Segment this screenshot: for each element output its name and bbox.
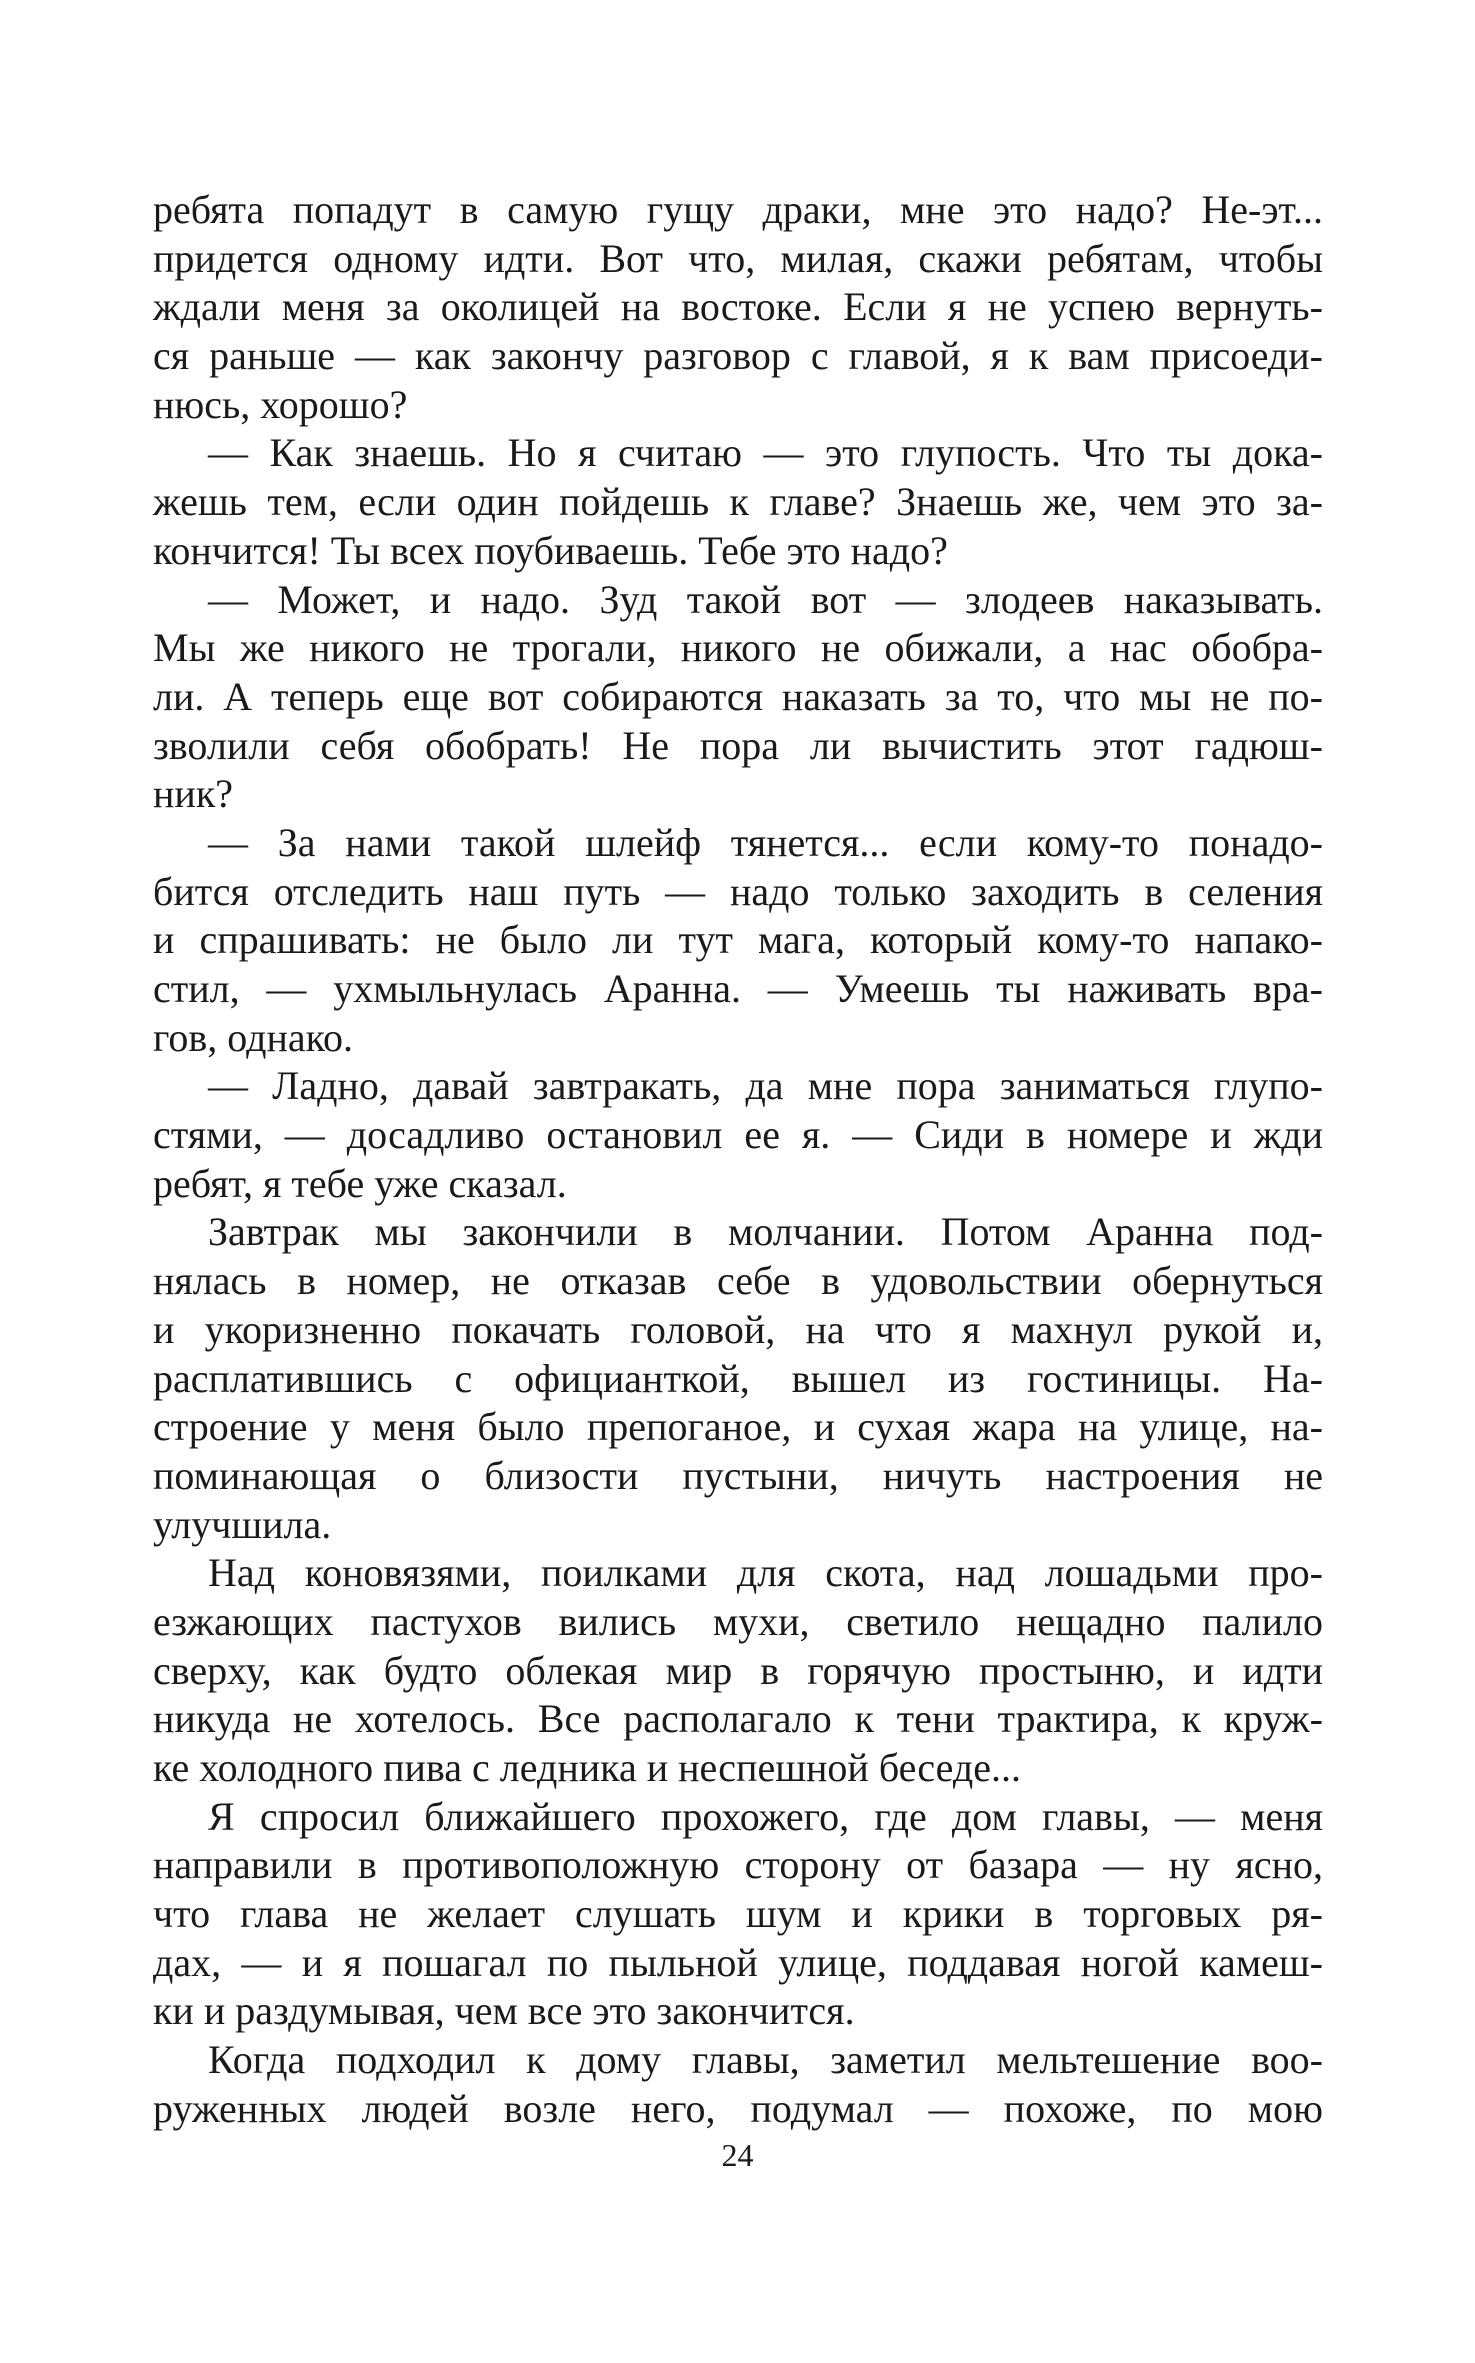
text-line: нялась в номер, не отказав себе в удовольствии обернуться [153, 1258, 1323, 1304]
text-line: ник? [153, 771, 233, 817]
text-line: никуда не хотелось. Все располагало к тени трактира, к круж- [153, 1696, 1323, 1742]
text-line: — Может, и надо. Зуд такой вот — злодеев наказывать. [208, 576, 1323, 622]
text-line: ки и раздумывая, чем все это закончится. [153, 1988, 855, 2034]
text-line: жешь тем, если один пойдешь к главе? Знаешь же, чем это за- [153, 479, 1323, 525]
text-line: ли. А теперь еще вот собираются наказать за то, что мы не по- [153, 673, 1323, 719]
text-line: бится отследить наш путь — надо только заходить в селения [153, 868, 1323, 914]
body-text [153, 186, 1323, 2134]
text-line: — Ладно, давай завтракать, да мне пора заниматься глупо- [208, 1063, 1323, 1109]
text-line: езжающих пастухов вились мухи, светило нещадно палило [153, 1598, 1323, 1644]
text-line: нюсь, хорошо? [153, 381, 408, 427]
text-line: Над коновязями, поилками для скота, над лошадьми про- [208, 1550, 1323, 1596]
text-line: и укоризненно покачать головой, на что я махнул рукой и, [153, 1306, 1323, 1352]
text-line: гов, однако. [153, 1014, 354, 1060]
text-line: Завтрак мы закончили в молчании. Потом Аранна под- [208, 1209, 1323, 1255]
text-line: Я спросил ближайшего прохожего, где дом главы, — меня [208, 1793, 1323, 1839]
text-line: сверху, как будто облекая мир в горячую простыню, и идти [153, 1647, 1323, 1693]
text-line: направили в противоположную сторону от базара — ну ясно, [153, 1842, 1323, 1888]
text-line: — Как знаешь. Но я считаю — это глупость. Что ты дока- [208, 430, 1323, 476]
text-line: дах, — и я пошагал по пыльной улице, поддавая ногой камеш- [153, 1939, 1323, 1985]
text-line: руженных людей возле него, подумал — похоже, по мою [153, 2085, 1323, 2131]
text-line: Когда подходил к дому главы, заметил мельтешение воо- [208, 2037, 1323, 2083]
text-line: ребят, я тебе уже сказал. [153, 1160, 567, 1206]
text-line: стями, — досадливо остановил ее я. — Сиди в номере и жди [153, 1112, 1323, 1158]
text-line: ке холодного пива с ледника и неспешной беседе... [153, 1745, 1021, 1790]
text-line: ся раньше — как закончу разговор с главой, я к вам присоеди- [153, 333, 1323, 379]
text-line: зволили себя обобрать! Не пора ли вычистить этот гадюш- [153, 722, 1323, 768]
text-line: Мы же никого не трогали, никого не обижали, а нас обобра- [153, 625, 1323, 671]
text-line: что глава не желает слушать шум и крики в торговых ря- [153, 1891, 1323, 1937]
text-line: расплатившись с официанткой, вышел из гостиницы. На- [153, 1355, 1323, 1401]
text-line: кончится! Ты всех поубиваешь. Тебе это надо? [153, 527, 948, 573]
text-line: улучшила. [153, 1501, 332, 1547]
text-line: ребята попадут в самую гущу драки, мне это надо? Не-эт... [153, 187, 1323, 232]
text-line: и спрашивать: не было ли тут мага, который кому-то напако- [153, 917, 1323, 963]
text-line: ждали меня за околицей на востоке. Если я не успею вернуть- [153, 284, 1323, 330]
text-line: стил, — ухмыльнулась Аранна. — Умеешь ты наживать вра- [153, 966, 1323, 1011]
text-line: строение у меня было препоганое, и сухая жара на улице, на- [153, 1404, 1323, 1450]
page-number: 24 [721, 2137, 754, 2173]
text-line: — За нами такой шлейф тянется... если кому-то понадо- [208, 819, 1323, 865]
text-line: поминающая о близости пустыни, ничуть настроения не [153, 1452, 1323, 1498]
text-line: придется одному идти. Вот что, милая, скажи ребятам, чтобы [153, 235, 1323, 281]
